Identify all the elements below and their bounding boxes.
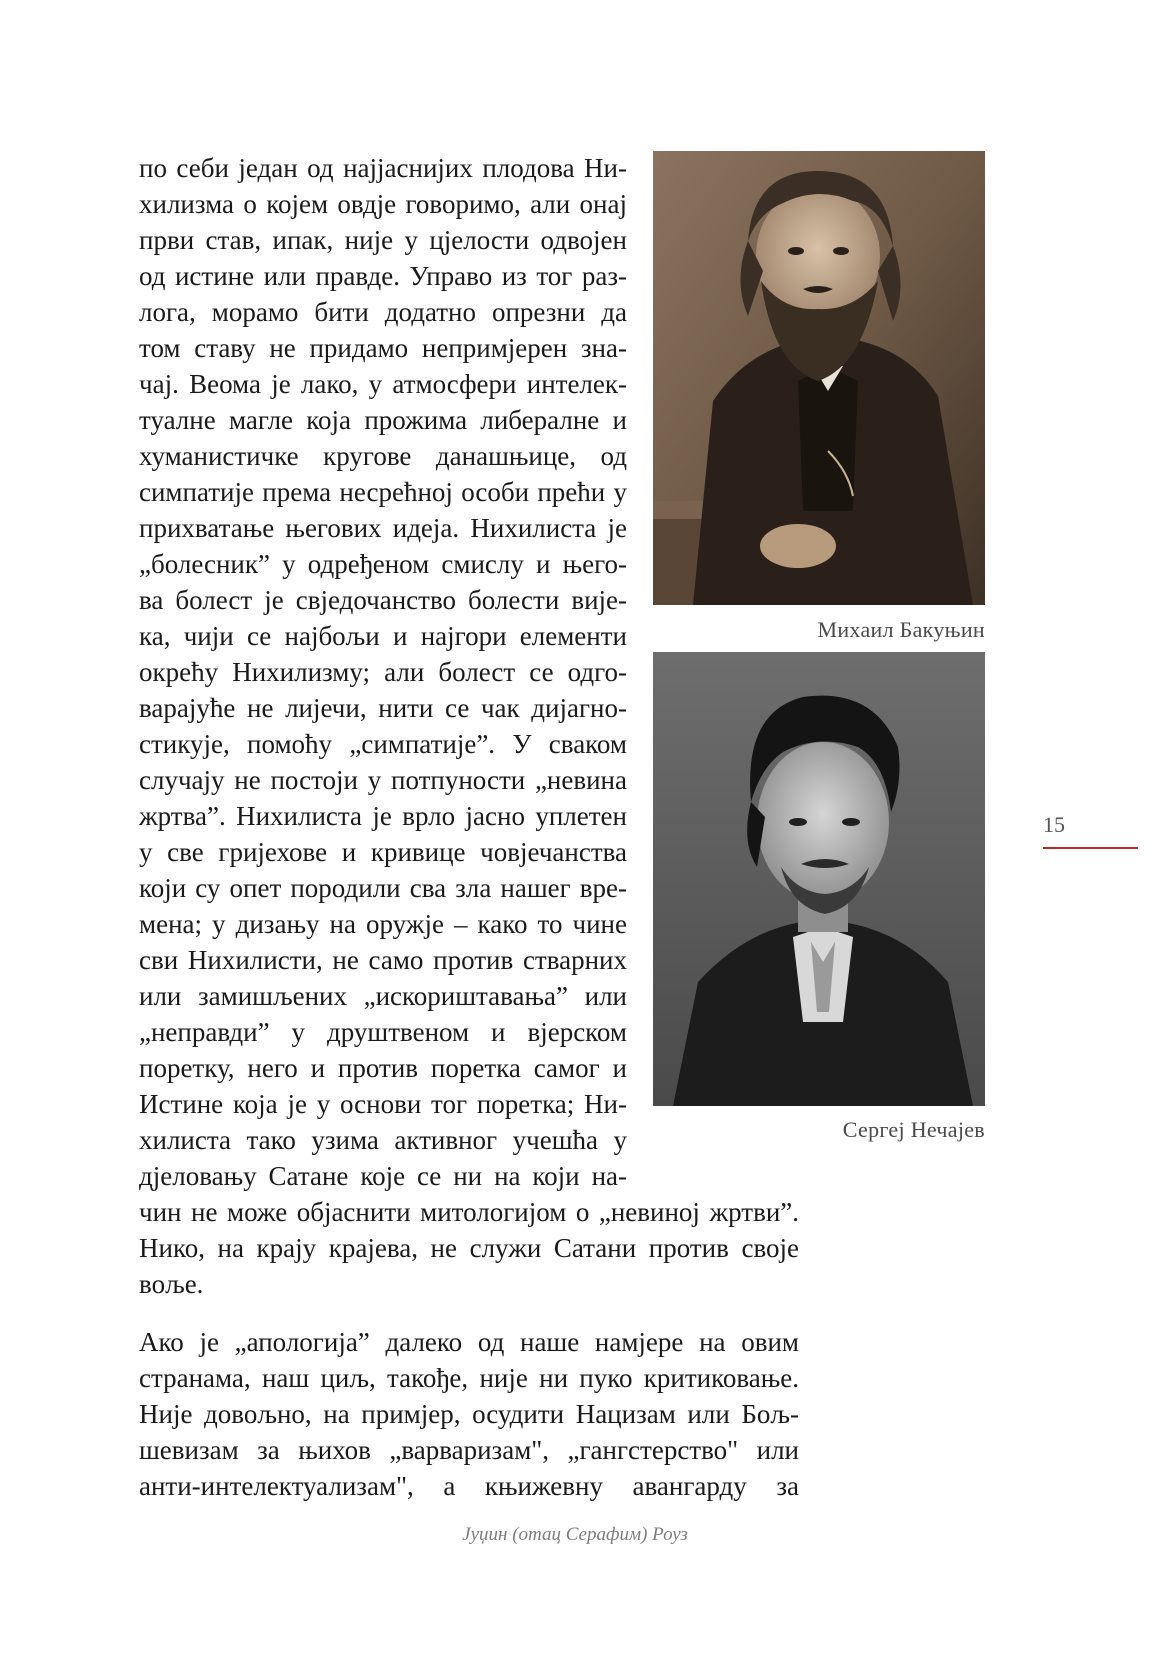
portrait-photo-nechayev: [653, 652, 985, 1106]
text-line: шевизам за њихов „варваризам", „гангстерство" или: [139, 1435, 799, 1465]
text-line: или замишљених „искориштавања” или: [139, 981, 627, 1011]
text-line: мена; у дизању на оружје – како то чине: [139, 909, 627, 939]
text-line: туалне магле која прожима либералне и: [139, 405, 627, 435]
portrait-photo-bakunin: [653, 151, 985, 605]
text-line: анти-интелектуализам", а књижевну авангарду за: [139, 1471, 799, 1501]
text-line: у све гријехове и кривице човјечанства: [139, 837, 627, 867]
page-number-rule: [1043, 847, 1138, 849]
text-line: од истине или правде. Управо из тог раз-: [139, 261, 627, 291]
running-footer: Јуџин (отац Серафим) Роуз: [462, 1524, 688, 1545]
text-line: који су опет породили сва зла нашег вре-: [139, 873, 627, 903]
text-line: жртва”. Нихилиста је врло јасно уплетен: [139, 801, 627, 831]
text-line: случају не постоји у потпуности „невина: [139, 765, 627, 795]
text-line: чин не може објаснити митологијом о „невиној жртви”.: [139, 1197, 799, 1227]
text-line: чај. Веома је лако, у атмосфери интелек-: [139, 369, 627, 399]
text-line: ва болест је свједочанство болести вије-: [139, 585, 627, 615]
text-line: „болесник” у одређеном смислу и њего-: [139, 549, 627, 579]
text-line: прихватање његових идеја. Нихилиста је: [139, 513, 627, 543]
text-line: том ставу не придамо непримјерен зна-: [139, 333, 627, 363]
text-line: Нико, на крају крајева, не служи Сатани против своје: [139, 1233, 799, 1263]
text-line: поретку, него и против поретка самог и: [139, 1053, 627, 1083]
text-line: дјеловању Сатане које се ни на који на-: [139, 1161, 627, 1191]
text-line: сви Нихилисти, не само против стварних: [139, 945, 627, 975]
caption-nechayev: Сергеј Нечајев: [842, 1117, 985, 1142]
page-number: 15: [1043, 812, 1065, 837]
text-line: воље.: [139, 1269, 204, 1299]
text-line: окрећу Нихилизму; али болест се одго-: [139, 657, 627, 687]
text-line: Ако је „апологија” далеко од наше намјере на овим: [139, 1327, 799, 1357]
text-line: „неправди” у друштвеном и вјерском: [139, 1017, 627, 1047]
text-line: хилиста тако узима активног учешћа у: [139, 1125, 627, 1155]
text-line: Истине која је у основи тог поретка; Ни-: [139, 1089, 627, 1119]
text-line: хилизма о којем овдје говоримо, али онај: [139, 189, 627, 219]
text-line: по себи један од најјаснијих плодова Ни-: [139, 153, 627, 183]
text-line: први став, ипак, није у цјелости одвојен: [139, 225, 627, 255]
text-line: варајуће не лијечи, нити се чак дијагно-: [139, 693, 627, 723]
text-line: ка, чији се најбољи и најгори елементи: [139, 621, 627, 651]
text-line: хуманистичке кругове данашњице, од: [139, 441, 627, 471]
caption-bakunin: Михаил Бакуњин: [817, 617, 985, 642]
text-line: лога, морамо бити додатно опрезни да: [139, 297, 627, 327]
text-line: симпатије према несрећној особи прећи у: [139, 477, 627, 507]
text-line: Није довољно, на примјер, осудити Нацизам или Бољ-: [139, 1399, 799, 1429]
text-line: странама, наш циљ, такође, није ни пуко критиковање.: [139, 1363, 799, 1393]
text-line: стикује, помоћу „симпатије”. У сваком: [139, 729, 627, 759]
